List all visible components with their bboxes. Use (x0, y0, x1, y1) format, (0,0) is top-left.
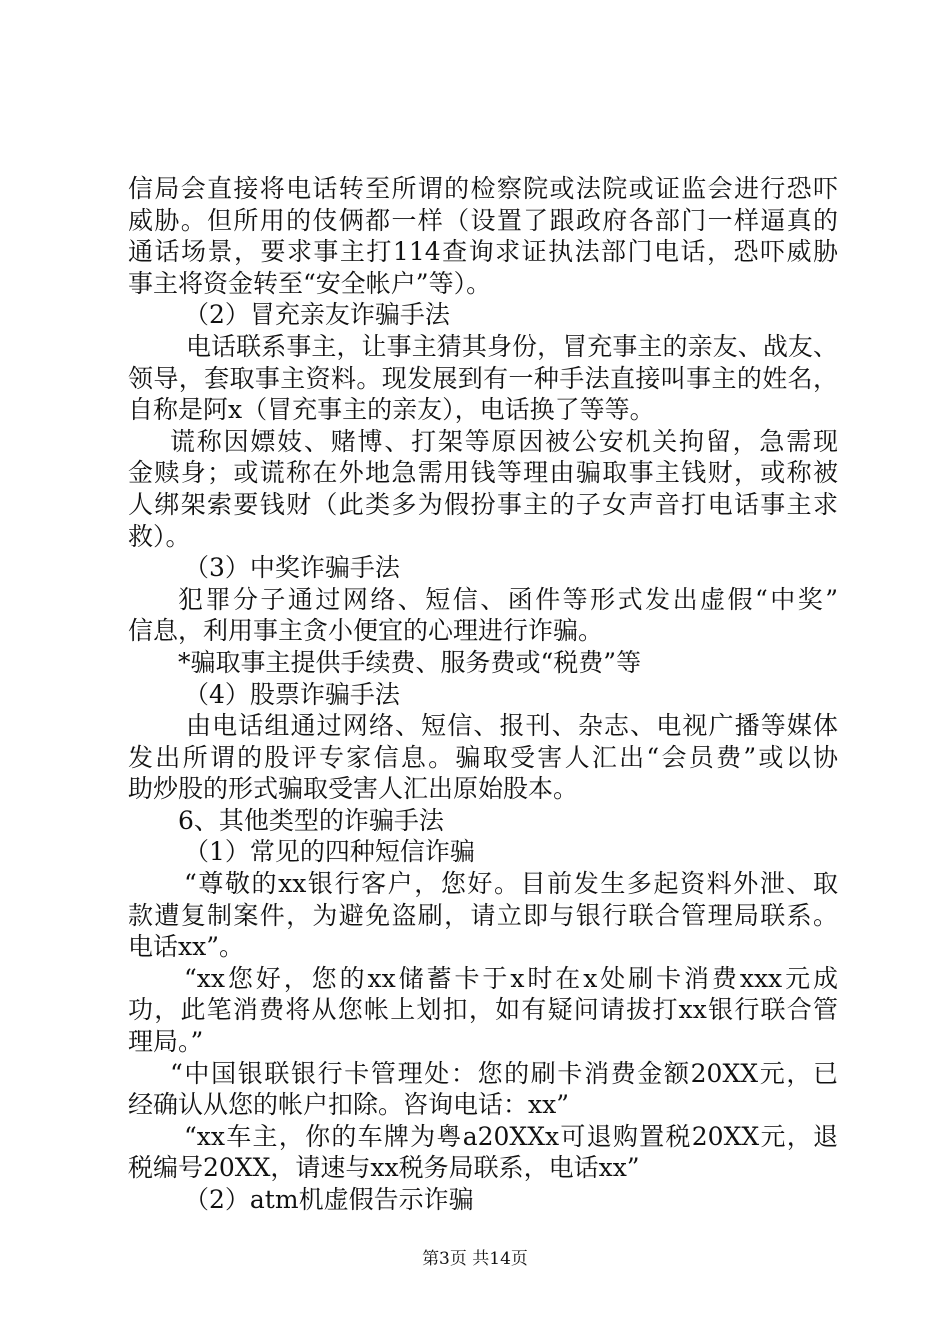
text-line: 经确认从您的帐户扣除。咨询电话：xx” (128, 1090, 569, 1120)
document-body (128, 173, 838, 1216)
text-line: 犯罪分子通过网络、短信、函件等形式发出虚假“中奖” (178, 584, 838, 614)
section-heading: （2）冒充亲友诈骗手法 (184, 300, 450, 330)
text-line: 通话场景，要求事主打114查询求证执法部门电话，恐吓威胁 (128, 237, 838, 267)
text-line: 发出所谓的股评专家信息。骗取受害人汇出“会员费”或以协 (128, 742, 838, 772)
section-heading: （4）股票诈骗手法 (184, 679, 400, 709)
text-line: 功，此笔消费将从您帐上划扣，如有疑问请拔打xx银行联合管 (128, 995, 838, 1025)
text-line: 电话联系事主，让事主猜其身份，冒充事主的亲友、战友、 (186, 331, 838, 361)
section-heading: （1）常见的四种短信诈骗 (184, 837, 475, 867)
text-line: 由电话组通过网络、短信、报刊、杂志、电视广播等媒体 (186, 711, 838, 741)
text-line: 理局。” (128, 1027, 204, 1057)
text-line: “尊敬的xx银行客户，您好。目前发生多起资料外泄、取 (184, 869, 838, 899)
text-line: “xx您好，您的xx储蓄卡于x时在x处刷卡消费xxx元成 (184, 963, 838, 993)
text-line: *骗取事主提供手续费、服务费或“税费”等 (178, 647, 642, 677)
text-line: “中国银联银行卡管理处：您的刷卡消费金额20XX元，已 (170, 1058, 838, 1088)
text-line: 信息，利用事主贪小便宜的心理进行诈骗。 (128, 616, 604, 646)
text-line: 事主将资金转至“安全帐户”等）。 (128, 268, 492, 298)
text-line: 领导，套取事主资料。现发展到有一种手法直接叫事主的姓名， (128, 363, 838, 393)
text-line: 威胁。但所用的伎俩都一样（设置了跟政府各部门一样逼真的 (128, 205, 838, 235)
section-heading: （3）中奖诈骗手法 (184, 553, 400, 583)
section-heading: 6、其他类型的诈骗手法 (178, 805, 444, 835)
text-line: 金赎身；或谎称在外地急需用钱等理由骗取事主钱财，或称被 (128, 458, 838, 488)
page-number-footer: 第3页 共14页 (422, 1249, 528, 1269)
text-line: “xx车主，你的车牌为粤a20XXx可退购置税20XX元，退 (184, 1121, 838, 1151)
text-line: 自称是阿x（冒充事主的亲友），电话换了等等。 (128, 395, 655, 425)
text-line: 人绑架索要钱财（此类多为假扮事主的子女声音打电话事主求 (128, 489, 838, 519)
text-line: 助炒股的形式骗取受害人汇出原始股本。 (128, 774, 579, 804)
text-line: 信局会直接将电话转至所谓的检察院或法院或证监会进行恐吓 (128, 174, 838, 203)
text-line: 电话xx”。 (128, 932, 244, 962)
section-heading: （2）atm机虚假告示诈骗 (184, 1185, 474, 1214)
text-line: 谎称因嫖妓、赌博、打架等原因被公安机关拘留，急需现 (170, 426, 838, 456)
text-line: 救）。 (128, 521, 191, 551)
text-line: 税编号20XX，请速与xx税务局联系，电话xx” (128, 1153, 640, 1183)
text-line: 款遭复制案件，为避免盗刷，请立即与银行联合管理局联系。 (128, 900, 838, 930)
